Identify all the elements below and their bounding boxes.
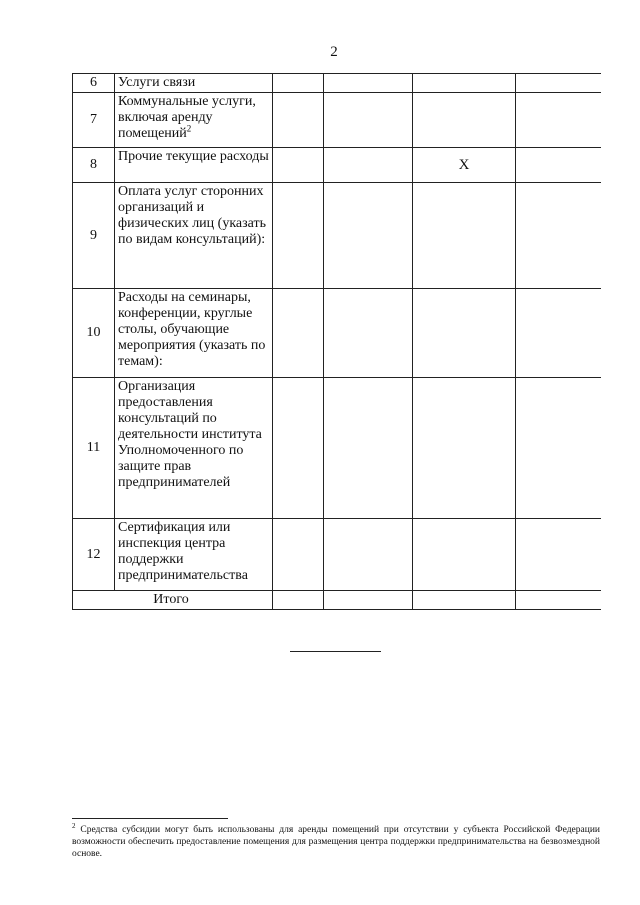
value-cell [273, 93, 324, 148]
value-cell [273, 289, 324, 378]
value-cell [324, 93, 413, 148]
value-cell [413, 93, 516, 148]
value-cell [516, 93, 601, 148]
table-row [73, 378, 601, 519]
value-cell [273, 148, 324, 183]
expense-name: Прочие текущие расходы [115, 148, 273, 183]
value-cell [516, 289, 601, 378]
value-cell [413, 591, 516, 610]
value-cell [273, 591, 324, 610]
value-cell [324, 519, 413, 591]
table-row [73, 183, 601, 289]
expense-name: Расходы на семинары, конференции, круглые столы, обучающие мероприятия (указать по темам): [115, 289, 273, 378]
value-cell [413, 183, 516, 289]
value-cell [516, 148, 601, 183]
value-cell [273, 378, 324, 519]
row-number: 12 [73, 519, 115, 591]
total-label: Итого [73, 591, 273, 610]
footnote-reference: 2 [186, 123, 192, 134]
table-row [73, 93, 601, 148]
footnote-text: Средства субсидии могут быть использованы для аренды помещений при отсутствии у субъекта Российской Федерации возможности обеспечить предоставление помещения для размещения центра поддержки предпринимательства на безвозмездной основе. [72, 825, 600, 859]
footnote [72, 821, 600, 860]
value-cell [516, 74, 601, 93]
expense-name [115, 93, 273, 148]
expense-name: Организация предоставления консультаций по деятельности института Уполномоченного по защите прав предпринимателей [115, 378, 273, 519]
value-cell [324, 148, 413, 183]
value-cell [273, 74, 324, 93]
row-number: 6 [73, 74, 115, 93]
end-of-table-divider [290, 651, 381, 652]
value-cell [413, 519, 516, 591]
expense-name: Оплата услуг сторонних организаций и физических лиц (указать по видам консультаций): [115, 183, 273, 289]
expense-name-text: Коммунальные услуги, включая аренду помещений [118, 94, 256, 141]
value-cell [273, 519, 324, 591]
row-number: 9 [73, 183, 115, 289]
value-cell [413, 289, 516, 378]
expense-table [72, 73, 601, 610]
value-cell [324, 591, 413, 610]
table-row [73, 289, 601, 378]
value-cell [324, 183, 413, 289]
expense-name: Услуги связи [115, 74, 273, 93]
row-number: 10 [73, 289, 115, 378]
value-cell [516, 378, 601, 519]
footnote-marker: 2 [72, 821, 76, 830]
value-cell [273, 183, 324, 289]
value-cell [324, 74, 413, 93]
value-cell: X [413, 148, 516, 183]
row-number: 7 [73, 93, 115, 148]
total-row [73, 591, 601, 610]
row-number: 11 [73, 378, 115, 519]
value-cell [516, 519, 601, 591]
expense-name: Сертификация или инспекция центра поддержки предпринимательства [115, 519, 273, 591]
value-cell [516, 591, 601, 610]
value-cell [413, 74, 516, 93]
value-cell [324, 289, 413, 378]
footnote-divider [72, 818, 228, 819]
table-row [73, 74, 601, 93]
page-number: 2 [330, 44, 338, 60]
table-row [73, 148, 601, 183]
table-row [73, 519, 601, 591]
value-cell [413, 378, 516, 519]
value-cell [516, 183, 601, 289]
row-number: 8 [73, 148, 115, 183]
value-cell [324, 378, 413, 519]
